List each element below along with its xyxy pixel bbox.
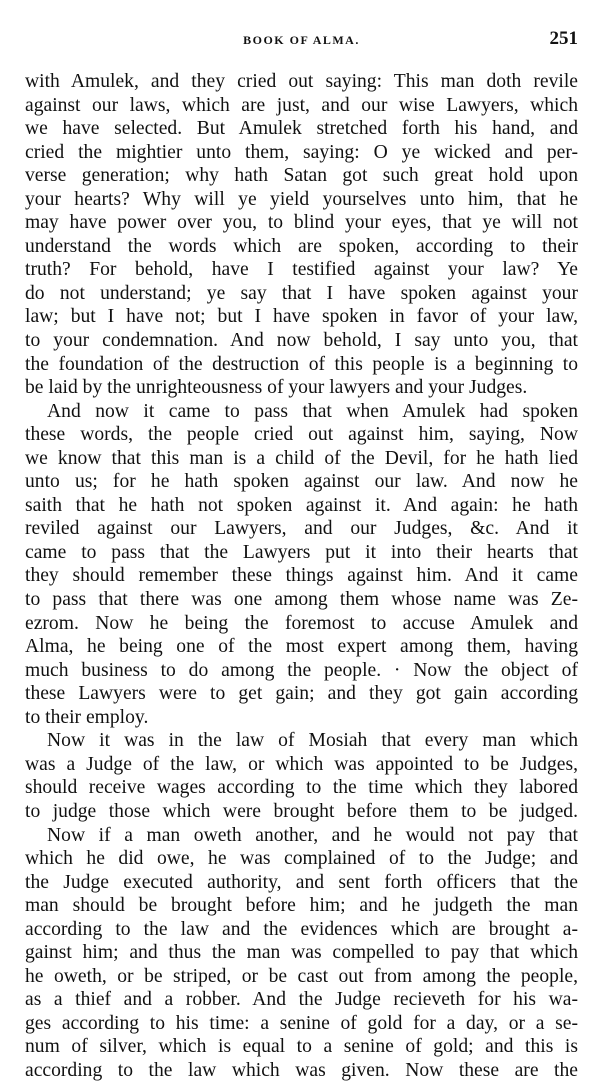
text-line: do not understand; ye say that I have spoken against your (25, 282, 578, 304)
text-line: he oweth, or be striped, or be cast out from among the people, (25, 965, 578, 987)
page-header (25, 30, 578, 50)
text-line: num of silver, which is equal to a senine of gold; and this is (25, 1036, 578, 1058)
paragraph (25, 824, 578, 1083)
text-line: your hearts? Why will ye yield yourselves unto him, that he (25, 188, 578, 210)
text-line: we have selected. But Amulek stretched forth his hand, and (25, 118, 578, 140)
text-line: to your condemnation. And now behold, I say unto you, that (25, 330, 578, 352)
text-line: they should remember these things against him. And it came (25, 565, 578, 587)
text-line: understand the words which are spoken, according to their (25, 235, 578, 257)
text-line: the foundation of the destruction of this people is a beginning to (25, 353, 578, 375)
text-line: truth? For behold, have I testified against your law? Ye (25, 259, 578, 281)
text-line: to pass that there was one among them whose name was Ze- (25, 589, 578, 611)
text-line: Now it was in the law of Mosiah that every man which (47, 730, 578, 752)
text-line: much business to do among the people. · Now the object of (25, 659, 578, 681)
text-line: to their employ. (25, 706, 149, 728)
paragraph (25, 70, 578, 400)
text-line: according to the law and the evidences which are brought a- (25, 918, 578, 940)
text-line: to judge those which were brought before them to be judged. (25, 800, 578, 822)
text-line: came to pass that the Lawyers put it into their hearts that (25, 541, 578, 563)
text-line: these words, the people cried out against him, saying, Now (25, 424, 578, 446)
text-line: the Judge executed authority, and sent forth officers that the (25, 871, 578, 893)
text-line: ges according to his time: a senine of gold for a day, or a se- (25, 1012, 578, 1034)
text-line: was a Judge of the law, or which was appointed to be Judges, (25, 753, 578, 775)
text-line: be laid by the unrighteousness of your lawyers and your Judges. (25, 377, 528, 399)
text-line: verse generation; why hath Satan got such great hold upon (25, 165, 578, 187)
text-line: these Lawyers were to get gain; and they got gain according (25, 683, 578, 705)
text-line: saith that he hath not spoken against it. And again: he hath (25, 494, 578, 516)
text-line: according to the law which was given. Now these are the (25, 1059, 578, 1081)
text-line: cried the mightier unto them, saying: O ye wicked and per- (25, 141, 578, 163)
paragraph (25, 729, 578, 823)
text-line: ezrom. Now he being the foremost to accuse Amulek and (25, 612, 578, 634)
text-line: man should be brought before him; and he judgeth the man (25, 895, 578, 917)
running-title: BOOK OF ALMA. (243, 33, 360, 47)
text-line: law; but I have not; but I have spoken in favor of your law, (25, 306, 578, 328)
page-number: 251 (549, 28, 578, 49)
body-text (25, 70, 578, 1083)
text-line: should receive wages according to the time which they labored (25, 777, 578, 799)
text-line: we know that this man is a child of the Devil, for he hath lied (25, 447, 578, 469)
text-line: Alma, he being one of the most expert among them, having (25, 636, 578, 658)
text-line: which he did owe, he was complained of to the Judge; and (25, 848, 578, 870)
text-line: gainst him; and thus the man was compelled to pay that which (25, 942, 578, 964)
text-line: with Amulek, and they cried out saying: This man doth revile (25, 71, 578, 92)
text-line: unto us; for he hath spoken against our law. And now he (25, 471, 578, 493)
text-line: And now it came to pass that when Amulek had spoken (47, 400, 578, 422)
text-line: Now if a man oweth another, and he would not pay that (47, 824, 578, 846)
paragraph (25, 400, 578, 730)
text-line: may have power over you, to blind your eyes, that ye will not (25, 212, 578, 234)
text-line: against our laws, which are just, and our wise Lawyers, which (25, 94, 578, 116)
text-line: reviled against our Lawyers, and our Judges, &c. And it (25, 518, 578, 540)
text-line: as a thief and a robber. And the Judge recieveth for his wa- (25, 989, 578, 1011)
